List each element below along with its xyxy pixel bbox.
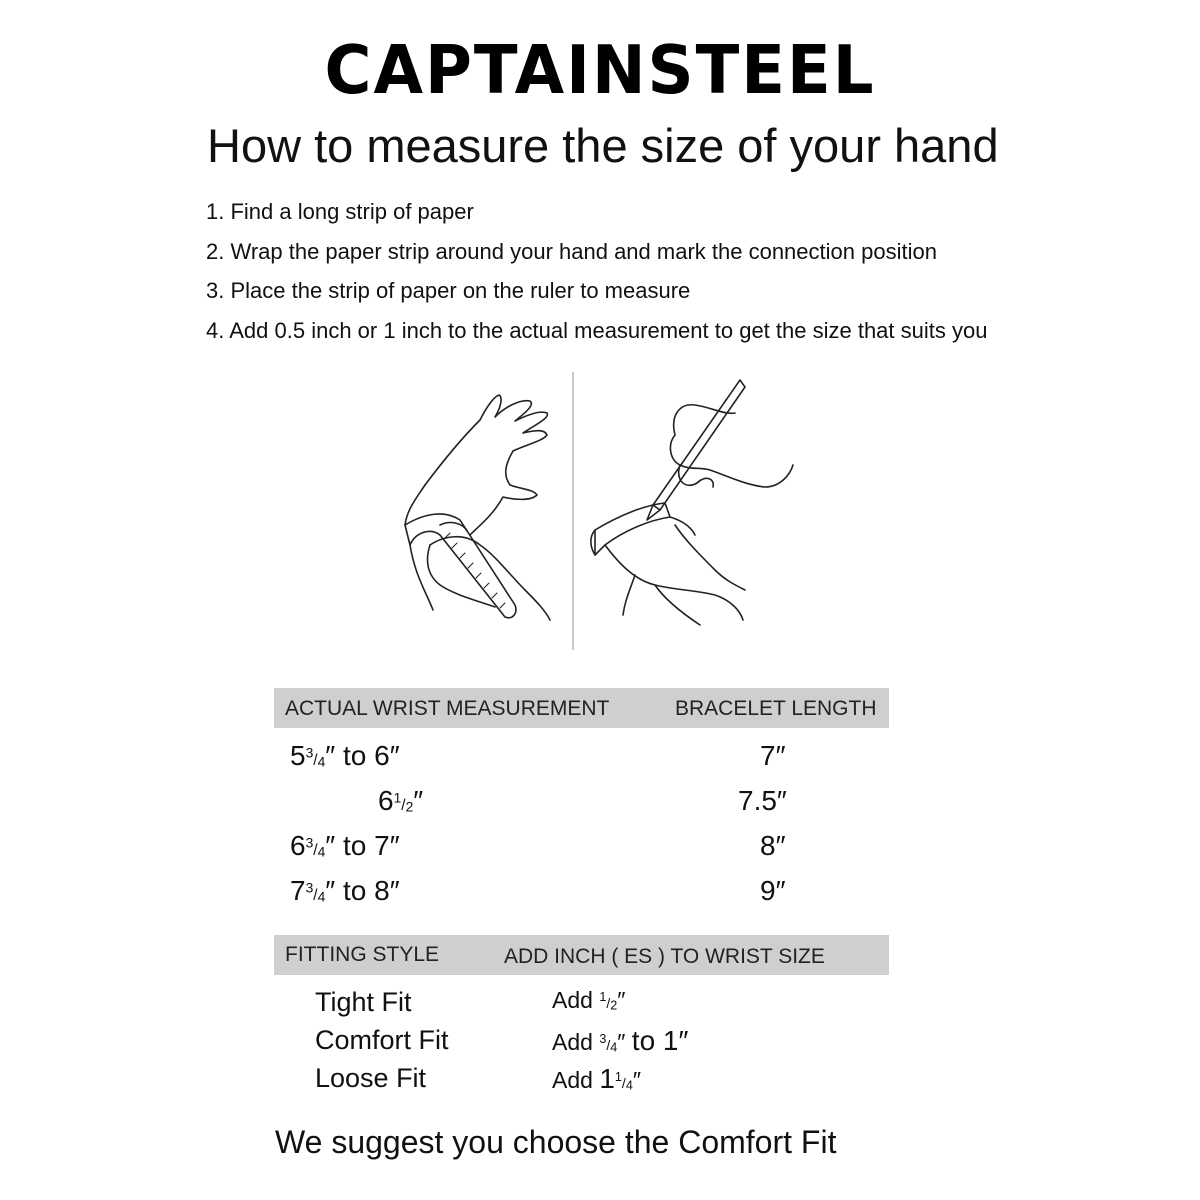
- bracelet-length-row-2: 7.5″: [738, 785, 787, 816]
- fit-add-comfort: Add $^3/_4''$ to 1″: [552, 1025, 689, 1056]
- wrist-size-row-3: $6^3/_4''$ to 7″: [290, 830, 400, 861]
- comfort-fit-suggestion: We suggest you choose the Comfort Fit: [275, 1124, 837, 1160]
- bracelet-length-row-4: 9″: [760, 875, 786, 906]
- size-table-header-right: BRACELET LENGTH: [675, 697, 877, 720]
- bracelet-length-row-1: 7″: [760, 740, 786, 771]
- fit-add-tight: Add $^1/_2''$: [552, 987, 626, 1013]
- instruction-list: [206, 192, 987, 350]
- wrist-measuring-tape-illustration: [385, 385, 565, 645]
- wrist-size-row-2: $6^1/_2''$: [378, 785, 424, 816]
- fit-table-header-right: ADD INCH ( ES ) TO WRIST SIZE: [504, 945, 825, 968]
- instruction-step: 2. Wrap the paper strip around your hand and mark the connection position: [206, 238, 937, 264]
- wrist-size-row-4: $7^3/_4''$ to 8″: [290, 875, 400, 906]
- wrist-size-row-1: $5^3/_4''$ to 6″: [290, 740, 400, 771]
- fit-table-header: [274, 935, 889, 975]
- fit-style-comfort: Comfort Fit: [315, 1025, 449, 1055]
- fit-style-tight: Tight Fit: [315, 987, 412, 1017]
- size-table-header: [274, 688, 889, 728]
- page-title: How to measure the size of your hand: [207, 119, 999, 172]
- bracelet-length-row-3: 8″: [760, 830, 786, 861]
- illustration-divider: [572, 372, 574, 650]
- fit-style-loose: Loose Fit: [315, 1063, 427, 1093]
- size-table-header-left: ACTUAL WRIST MEASUREMENT: [285, 697, 610, 720]
- instruction-step: 3. Place the strip of paper on the ruler to measure: [206, 278, 691, 303]
- instruction-step: 1. Find a long strip of paper: [206, 199, 474, 224]
- marking-paper-strip-illustration: [575, 375, 795, 645]
- fit-add-loose: Add $1^1/_4''$: [552, 1063, 641, 1094]
- instruction-step: 4. Add 0.5 inch or 1 inch to the actual measurement to get the size that suits you: [206, 317, 988, 343]
- fit-table-header-left: FITTING STYLE: [285, 943, 440, 966]
- brand-logo: CAPTAINSTEEL: [324, 32, 876, 110]
